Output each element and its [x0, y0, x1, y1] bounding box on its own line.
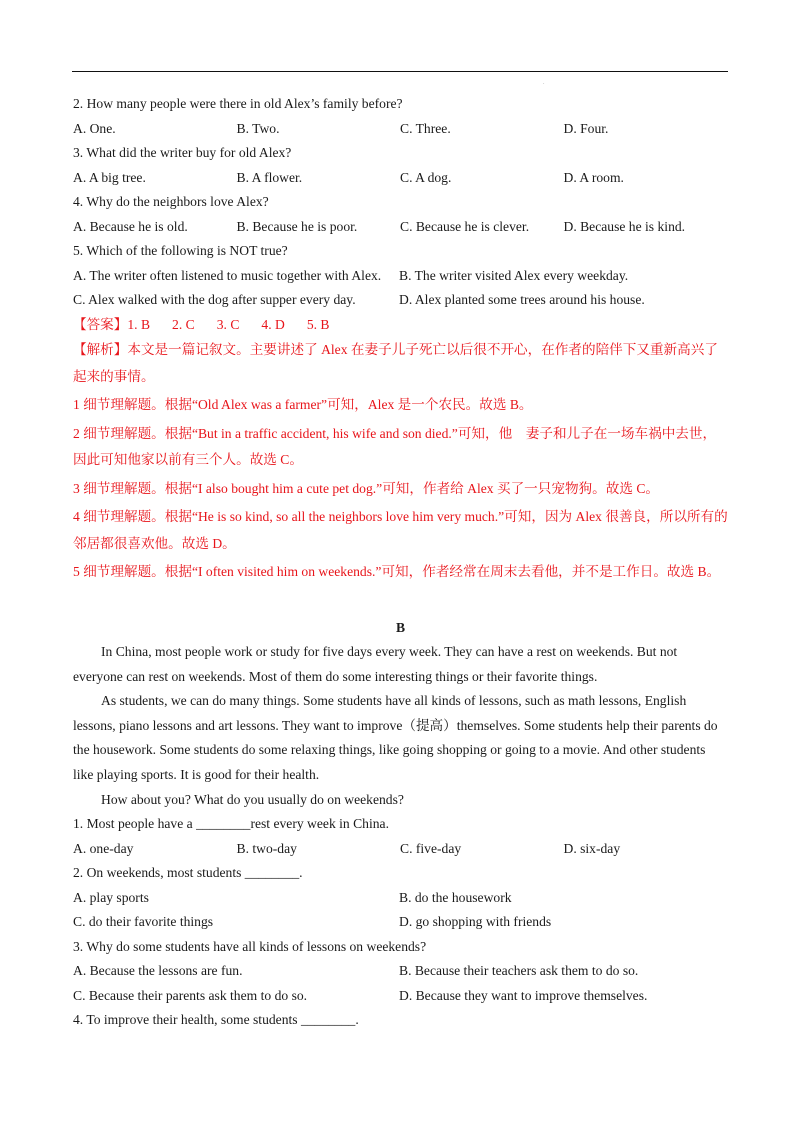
option: C. A dog. — [400, 169, 452, 185]
option: D. go shopping with friends — [399, 914, 552, 930]
option: C. five-day — [400, 840, 462, 856]
option: B. two-day — [236, 840, 297, 856]
analysis-item: 5 细节理解题。根据“I often visited him on weekends.”可知，作者经常在周末去看他，并不是工作日。故选 B。 — [73, 564, 721, 579]
question-b3: 3. Why do some students have all kinds of lessons on weekends? — [73, 938, 427, 954]
analysis-item: 1 细节理解题。根据“Old Alex was a farmer”可知，Alex 是一个农民。故选 B。 — [73, 397, 533, 412]
options-b1 — [73, 837, 728, 862]
question-a2: 2. How many people were there in old Alex’s family before? — [73, 96, 403, 111]
analysis-intro: 【解析】本文是一篇记叙文。主要讲述了 Alex 在妻子儿子死亡以后很不开心，在作者的陪伴下又重新高兴了起来的事情。 — [73, 342, 718, 384]
option: D. Because he is kind. — [563, 218, 686, 234]
options-b2-row1 — [73, 886, 728, 911]
header-rule — [72, 71, 728, 72]
option: C. Because their parents ask them to do so. — [73, 987, 308, 1003]
passage-paragraph: As students, we can do many things. Some students have all kinds of lessons, such as math lessons, English lessons, piano lessons and art lessons. They want to improve（提高）themselves. Some students help their parents do the housework. Some students do some relaxing things, like going shopping or going to a movie. And other students like playing sports. It is good for their health. — [73, 693, 718, 782]
answer-label: 【答案】 — [73, 316, 128, 332]
options-a4 — [73, 215, 728, 240]
option: D. Four. — [563, 120, 609, 136]
option: C. do their favorite things — [73, 914, 214, 930]
option: B. A flower. — [236, 169, 303, 185]
passage-paragraph: In China, most people work or study for five days every week. They can have a rest on weekends. But not everyone can rest on weekends. Most of them do some interesting things or their favorite things. — [73, 644, 678, 684]
passage-paragraph: How about you? What do you usually do on weekends? — [101, 791, 404, 807]
option: D. Because they want to improve themselves. — [399, 987, 648, 1003]
option: A. play sports — [73, 889, 149, 905]
option: B. Two. — [236, 120, 280, 136]
option: C. Three. — [400, 120, 451, 136]
question-a3: 3. What did the writer buy for old Alex? — [73, 145, 292, 160]
answer-item: 1. B — [127, 316, 151, 332]
options-a3 — [73, 166, 728, 191]
options-a5-row2 — [73, 288, 728, 313]
answer-key — [73, 313, 728, 338]
option: B. Because their teachers ask them to do so. — [399, 963, 639, 979]
question-b4: 4. To improve their health, some students ________. — [73, 1012, 359, 1028]
options-b2-row2 — [73, 910, 728, 935]
options-a5-row1 — [73, 264, 728, 289]
option: B. Because he is poor. — [236, 218, 358, 234]
document-body — [73, 92, 728, 1033]
option: A. one-day — [73, 840, 134, 856]
answer-item: 5. B — [306, 316, 330, 332]
option: C. Alex walked with the dog after supper every day. — [73, 292, 356, 307]
option: A. One. — [73, 120, 116, 136]
option: D. Alex planted some trees around his house. — [399, 292, 645, 307]
answer-item: 4. D — [261, 316, 285, 332]
option: C. Because he is clever. — [400, 218, 530, 234]
question-b1: 1. Most people have a ________rest every week in China. — [73, 816, 389, 832]
section-title: B — [395, 619, 406, 635]
answer-item: 3. C — [216, 316, 240, 332]
options-a2 — [73, 117, 728, 142]
answer-item: 2. C — [172, 316, 195, 332]
option: A. Because he is old. — [73, 218, 188, 234]
question-a5: 5. Which of the following is NOT true? — [73, 243, 288, 258]
options-b3-row1 — [73, 959, 728, 984]
option: A. The writer often listened to music together with Alex. — [73, 267, 382, 283]
analysis-item: 2 细节理解题。根据“But in a traffic accident, his wife and son died.”可知，他 妻子和儿子在一场车祸中去世，因此可知他家以前有三个人。故选 C。 — [73, 425, 717, 467]
question-b2: 2. On weekends, most students ________. — [73, 865, 303, 881]
option: D. six-day — [563, 840, 621, 856]
option: A. Because the lessons are fun. — [73, 963, 243, 979]
analysis-item: 3 细节理解题。根据“I also bought him a cute pet dog.”可知，作者给 Alex 买了一只宠物狗。故选 C。 — [73, 480, 659, 496]
options-b3-row2 — [73, 984, 728, 1009]
option: D. A room. — [563, 169, 624, 185]
option: B. The writer visited Alex every weekday. — [399, 267, 629, 283]
question-a4: 4. Why do the neighbors love Alex? — [73, 194, 269, 209]
option: A. A big tree. — [73, 169, 146, 185]
option: B. do the housework — [399, 889, 512, 905]
header-dot: . — [543, 80, 545, 86]
analysis-item: 4 细节理解题。根据“He is so kind, so all the neighbors love him very much.”可知，因为 Alex 很善良，所以所有的邻居都很喜欢他。故选 D。 — [73, 509, 728, 551]
